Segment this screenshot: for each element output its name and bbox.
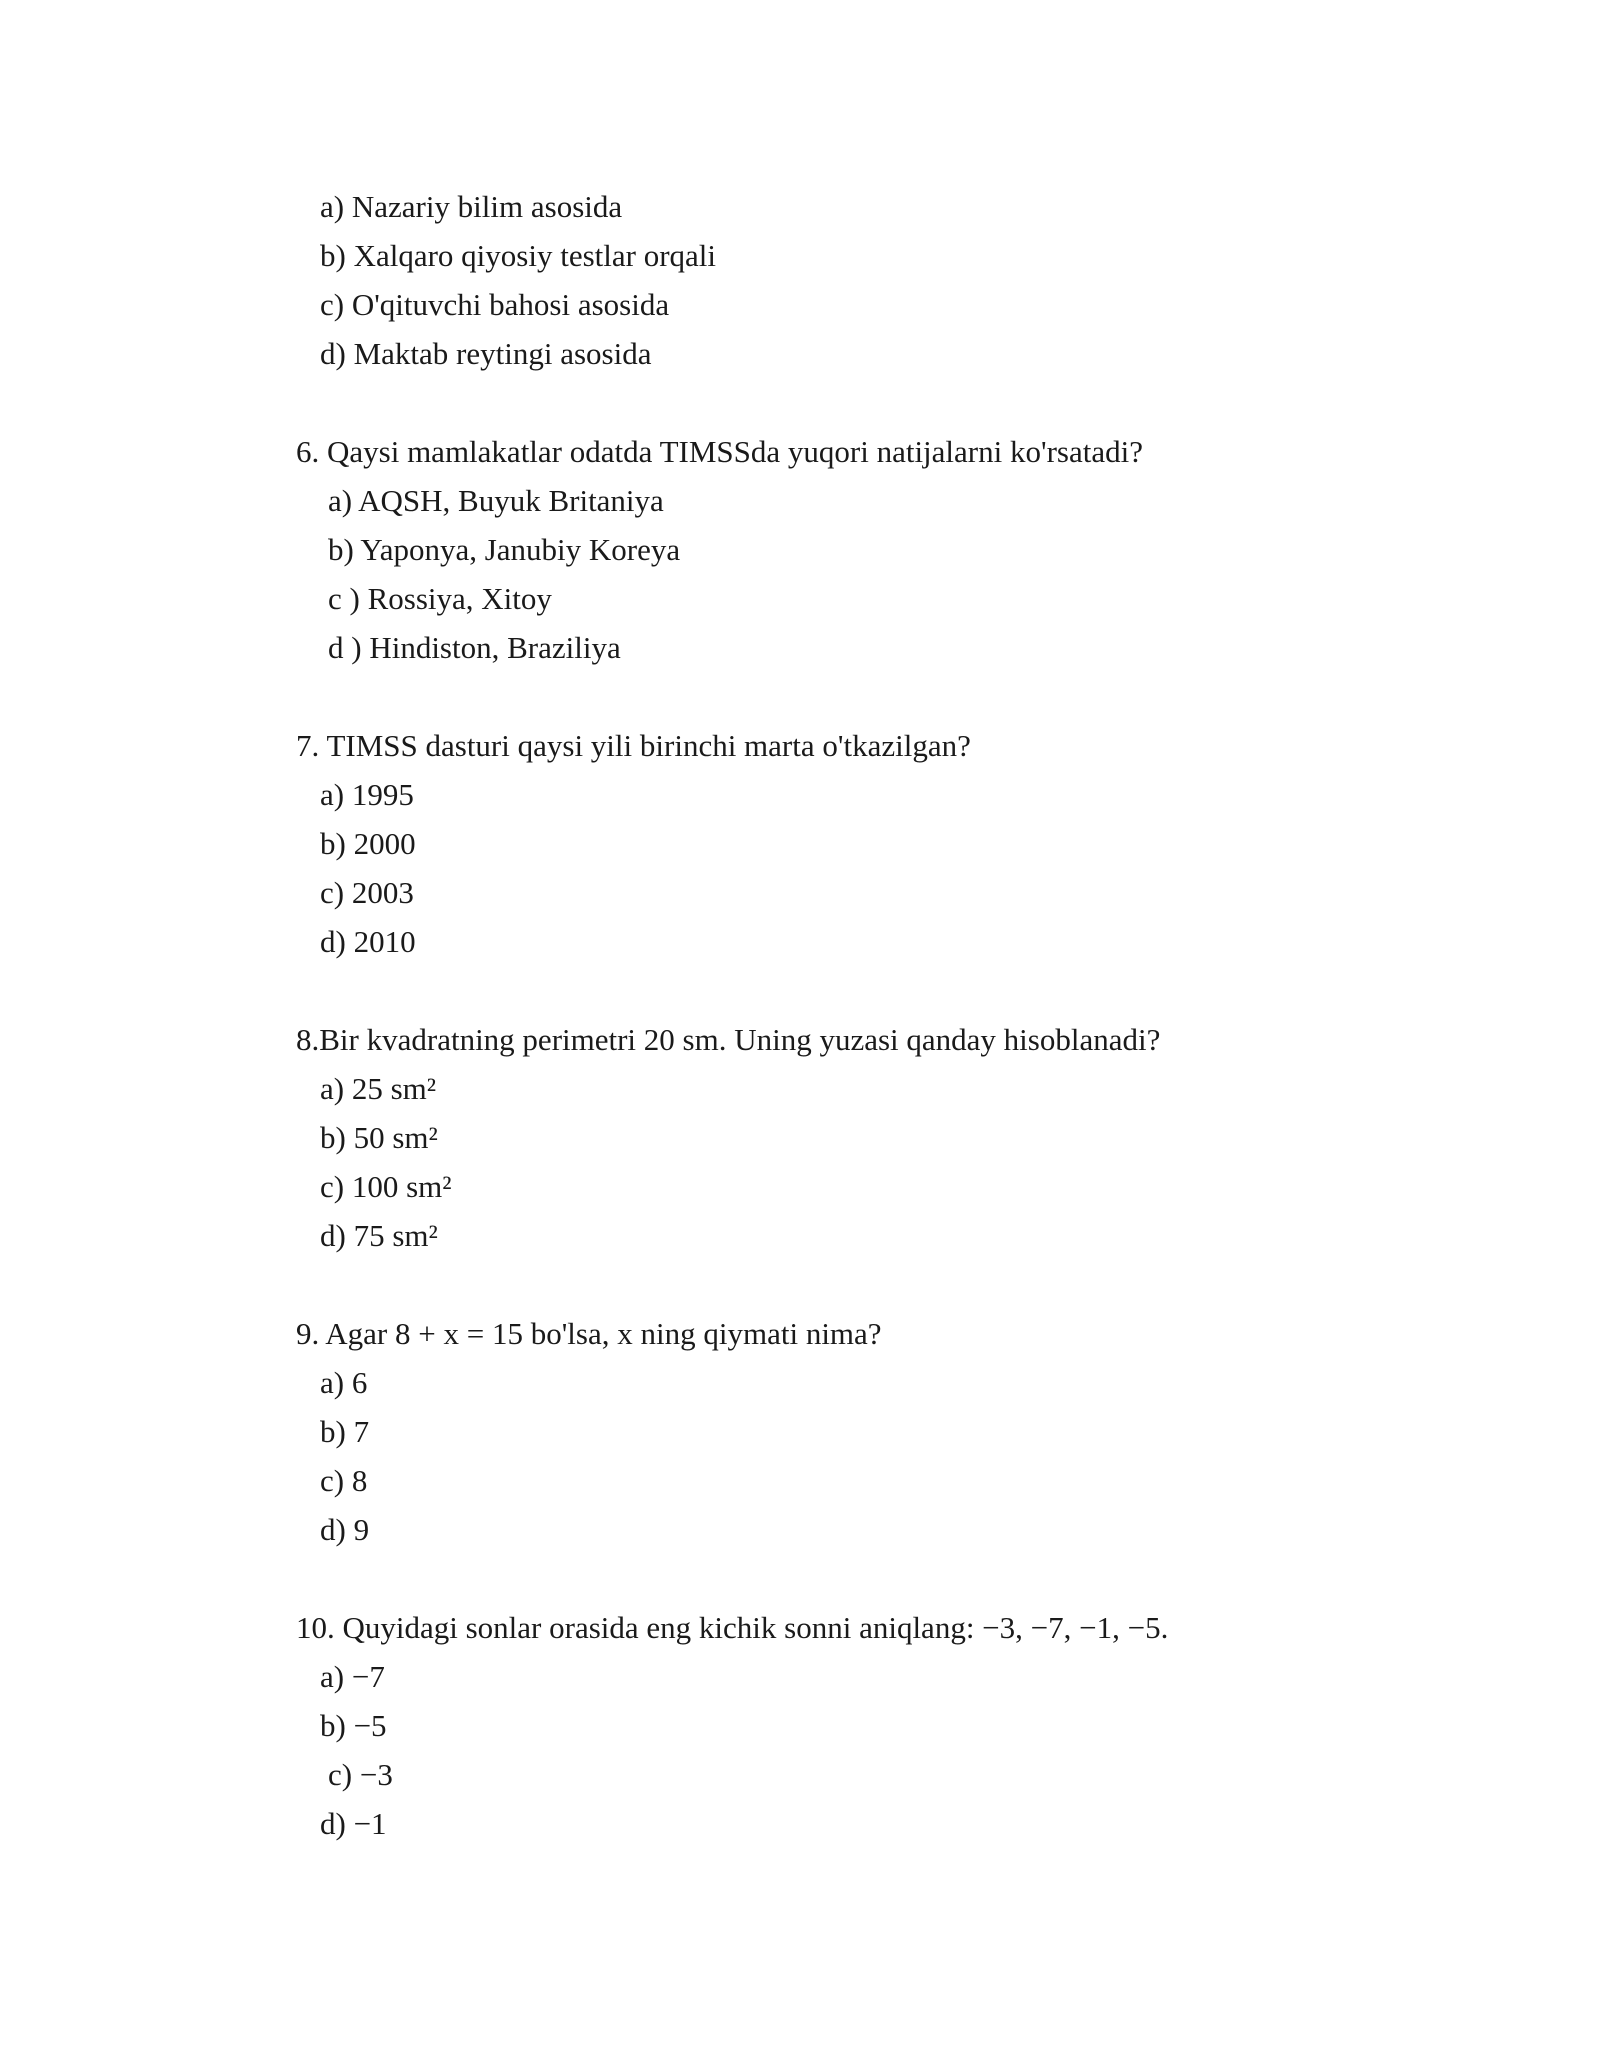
question-10-option-c: c) −3 (328, 1757, 393, 1792)
question-7-text: 7. TIMSS dasturi qaysi yili birinchi marta o'tkazilgan? (296, 728, 971, 763)
question-8-option-b: b) 50 sm² (320, 1120, 438, 1155)
question-10-option-d: d) −1 (320, 1806, 387, 1841)
option-b: b) Xalqaro qiyosiy testlar orqali (320, 238, 717, 273)
question-9-option-b: b) 7 (320, 1414, 370, 1449)
question-9-text: 9. Agar 8 + x = 15 bo'lsa, x ning qiymati nima? (296, 1316, 882, 1351)
question-10-option-a: a) −7 (320, 1659, 385, 1694)
question-8-option-d: d) 75 sm² (320, 1218, 438, 1253)
question-7-option-a: a) 1995 (320, 777, 414, 812)
question-6-option-a: a) AQSH, Buyuk Britaniya (328, 483, 664, 518)
option-a: a) Nazariy bilim asosida (320, 189, 623, 224)
question-7-option-d: d) 2010 (320, 924, 416, 959)
question-6-option-d: d ) Hindiston, Braziliya (328, 630, 621, 665)
question-6-option-c: c ) Rossiya, Xitoy (328, 581, 552, 616)
question-9-option-c: c) 8 (320, 1463, 368, 1498)
question-9-option-d: d) 9 (320, 1512, 370, 1547)
question-6-option-b: b) Yaponya, Janubiy Koreya (328, 532, 681, 567)
question-7-option-c: c) 2003 (320, 875, 414, 910)
question-8-option-c: c) 100 sm² (320, 1169, 452, 1204)
question-8-text: 8.Bir kvadratning perimetri 20 sm. Uning yuzasi qanday hisoblanadi? (296, 1022, 1161, 1057)
question-10-option-b: b) −5 (320, 1708, 387, 1743)
question-9-option-a: a) 6 (320, 1365, 368, 1400)
option-d: d) Maktab reytingi asosida (320, 336, 652, 371)
question-8-option-a: a) 25 sm² (320, 1071, 437, 1106)
question-10-text: 10. Quyidagi sonlar orasida eng kichik sonni aniqlang: −3, −7, −1, −5. (296, 1610, 1169, 1645)
question-7-option-b: b) 2000 (320, 826, 416, 861)
question-6-text: 6. Qaysi mamlakatlar odatda TIMSSda yuqori natijalarni ko'rsatadi? (296, 434, 1143, 469)
option-c: c) O'qituvchi bahosi asosida (320, 287, 670, 322)
